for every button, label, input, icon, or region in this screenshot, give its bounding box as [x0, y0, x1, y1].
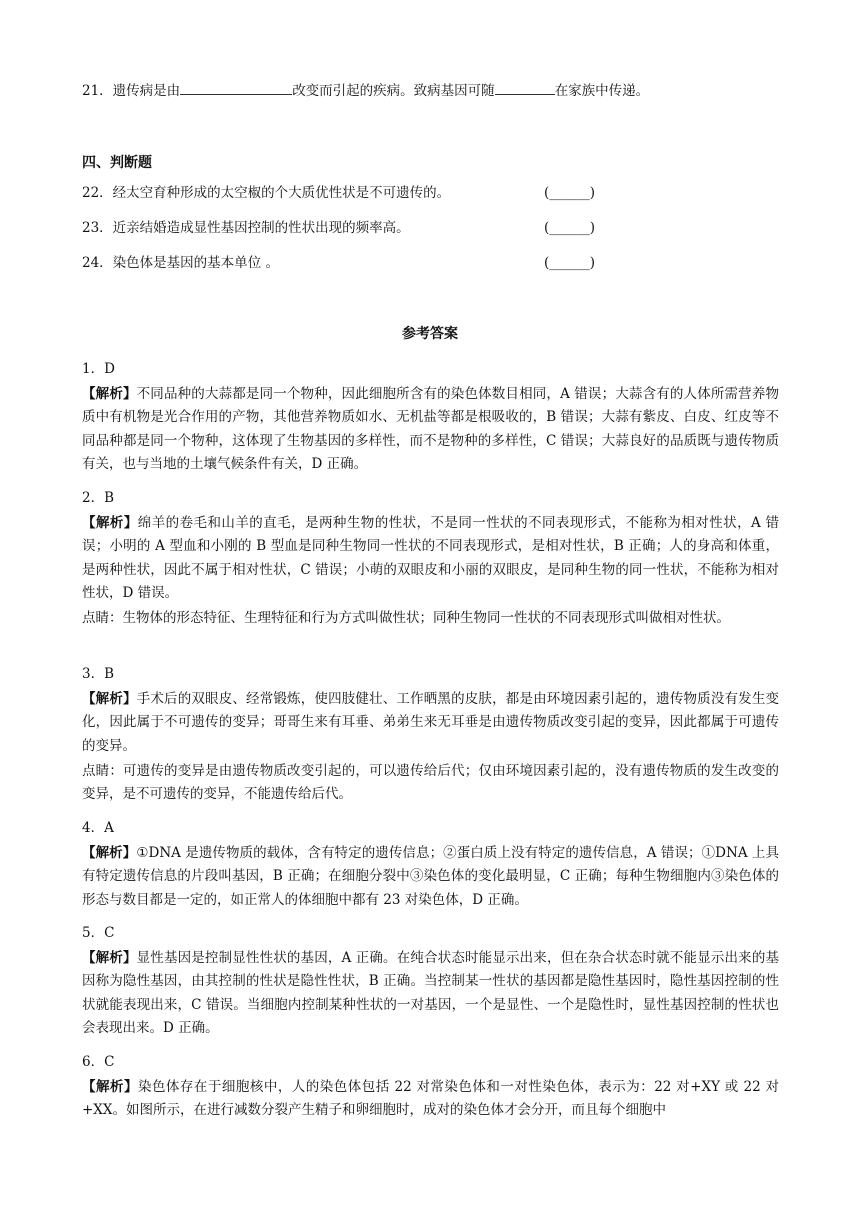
analysis-label: 【解析】 — [82, 1079, 138, 1095]
answer-1: 1．D — [82, 361, 115, 377]
answer-6: 6．C — [82, 1054, 115, 1070]
analysis-label: 【解析】 — [82, 515, 138, 531]
q23-text: 23．近亲结婚造成显性基因控制的性状出现的频率高。 — [82, 220, 410, 236]
q22-answer-blank[interactable]: (______) — [544, 185, 596, 201]
note-2: 点睛：生物体的形态特征、生理特征和行为方式叫做性状；同种生物同一性状的不同表现形式叫做相对性状。 — [82, 610, 730, 626]
question-21 — [82, 80, 782, 103]
analysis-5 — [82, 947, 779, 1041]
analysis-label: 【解析】 — [82, 950, 137, 966]
answer-5: 5．C — [82, 925, 115, 941]
answer-key-title: 参考答案 — [402, 326, 458, 342]
note-3: 点睛：可遗传的变异是由遗传物质改变引起的，可以遗传给后代；仅由环境因素引起的，没有遗传物质的发生改变的变异，是不可遗传的变异，不能遗传给后代。 — [82, 763, 779, 803]
section-title-judgement: 四、判断题 — [82, 155, 152, 171]
q24-text: 24．染色体是基因的基本单位 。 — [82, 255, 279, 271]
question-22 — [82, 182, 782, 205]
question-23 — [82, 217, 782, 240]
analysis-label: 【解析】 — [82, 386, 137, 402]
q24-answer-blank[interactable]: (______) — [544, 255, 596, 271]
q21-blank-1[interactable] — [180, 80, 292, 95]
analysis-2 — [82, 512, 779, 606]
analysis-5-text: 显性基因是控制显性性状的基因，A 正确。在纯合状态时能显示出来，但在杂合状态时就不能显示出来的基因称为隐性基因，由其控制的性状是隐性性状，B 正确。当控制某一性状的基因都是隐性基因时，隐性基因控制的性状就能表现出来，C 错误。当细胞内控制某种性状的一对基因，一个是显性、一个是隐性时，显性基因控制的性状也会表现出来。D 正确。 — [82, 950, 779, 1037]
answer-3: 3．B — [82, 666, 115, 682]
analysis-6-text: 染色体存在于细胞核中，人的染色体包括 22 对常染色体和一对性染色体，表示为：22 对+XY 或 22 对+XX。如图所示，在进行减数分裂产生精子和卵细胞时，成对的染色体才会分开，而且每个细胞中 — [82, 1079, 779, 1119]
analysis-1 — [82, 383, 779, 477]
analysis-4 — [82, 842, 779, 912]
q22-text: 22．经太空育种形成的太空椒的个大质优性状是不可遗传的。 — [82, 185, 451, 201]
analysis-6 — [82, 1076, 779, 1123]
answer-4: 4．A — [82, 820, 114, 836]
question-24 — [82, 252, 782, 275]
q21-text-middle: 改变而引起的疾病。致病基因可随 — [292, 83, 495, 99]
analysis-2-text: 绵羊的卷毛和山羊的直毛，是两种生物的性状，不是同一性状的不同表现形式，不能称为相对性状，A 错误；小明的 A 型血和小刚的 B 型血是同种生物同一性状的不同表现形式，是相对性状，B 正确；人的身高和体重，是两种性状，因此不属于相对性状，C 错误；小萌的双眼皮和小丽的双眼皮，是同种生物的同一性状，不能称为相对性状，D 错误。 — [82, 515, 780, 602]
answer-2: 2．B — [82, 490, 115, 506]
analysis-4-text: ①DNA 是遗传物质的载体，含有特定的遗传信息；②蛋白质上没有特定的遗传信息，A 错误；①DNA 上具有特定遗传信息的片段叫基因，B 正确；在细胞分裂中③染色体的变化最明显，C 正确；每种生物细胞内③染色体的形态与数目都是一定的，如正常人的体细胞中都有 23 对染色体，D 正确。 — [82, 845, 780, 908]
q23-answer-blank[interactable]: (______) — [544, 220, 596, 236]
q21-text-start: 21．遗传病是由 — [82, 83, 181, 99]
analysis-3-text: 手术后的双眼皮、经常锻炼，使四肢健壮、工作晒黑的皮肤，都是由环境因素引起的，遗传物质没有发生变化，因此属于不可遗传的变异；哥哥生来有耳垂、弟弟生来无耳垂是由遗传物质改变引起的变异，因此都属于可遗传的变异。 — [82, 691, 780, 754]
analysis-1-text: 不同品种的大蒜都是同一个物种，因此细胞所含有的染色体数目相同，A 错误；大蒜含有的人体所需营养物质中有机物是光合作用的产物，其他营养物质如水、无机盐等都是根吸收的，B 错误；大蒜有紫皮、白皮、红皮等不同品种都是同一个物种，这体现了生物基因的多样性，而不是物种的多样性，C 错误；大蒜良好的品质既与遗传物质有关，也与当地的土壤气候条件有关，D 正确。 — [82, 386, 779, 473]
q21-blank-2[interactable] — [495, 80, 555, 95]
analysis-3 — [82, 688, 779, 758]
q21-text-end: 在家族中传递。 — [554, 83, 650, 99]
analysis-label: 【解析】 — [82, 845, 137, 861]
analysis-label: 【解析】 — [82, 691, 137, 707]
